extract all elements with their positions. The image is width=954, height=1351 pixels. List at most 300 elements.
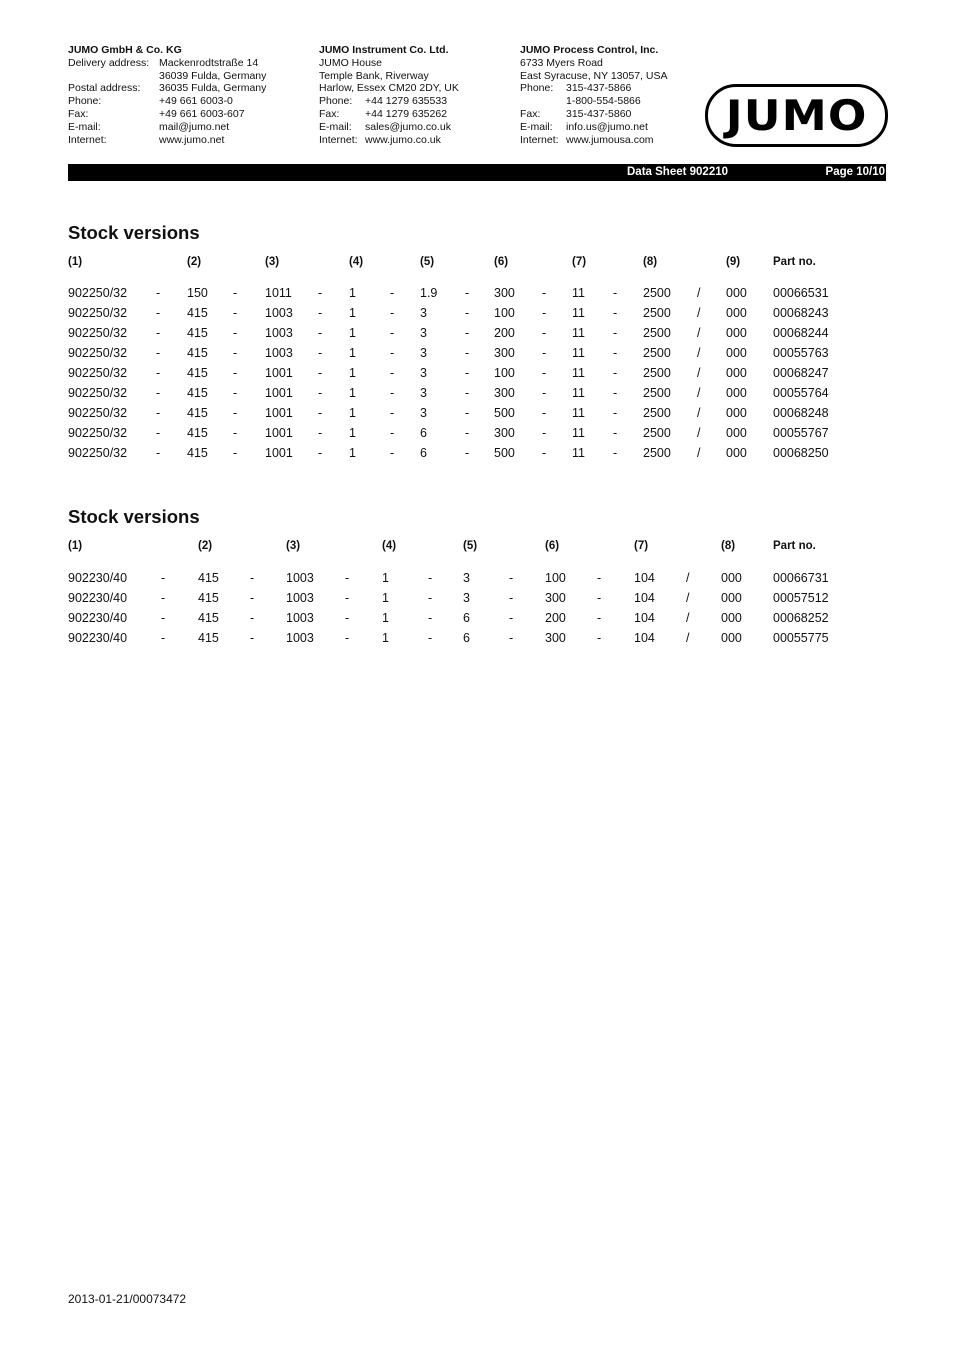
separator: - — [250, 571, 255, 585]
separator: / — [697, 426, 701, 440]
address-value: www.jumo.net — [159, 133, 225, 146]
separator: - — [509, 611, 514, 625]
table-cell: 1001 — [265, 406, 293, 420]
address-line — [520, 82, 658, 95]
address-label: Phone: — [319, 95, 353, 108]
table-cell: 1.9 — [420, 286, 438, 300]
address-line — [68, 133, 225, 147]
address-label: E-mail: — [319, 120, 352, 133]
address-value: www.jumo.co.uk — [365, 133, 441, 146]
separator: - — [613, 286, 618, 300]
table-cell: 000 — [726, 346, 747, 360]
separator: - — [318, 286, 323, 300]
table-cell: 1 — [349, 286, 356, 300]
separator: - — [613, 306, 618, 320]
table-cell: 104 — [634, 591, 655, 605]
part-number-cell: 00068252 — [773, 611, 829, 625]
table-cell: 415 — [187, 406, 208, 420]
table-cell: 902250/32 — [68, 426, 128, 440]
separator: - — [233, 286, 238, 300]
table-cell: 300 — [494, 286, 515, 300]
header-bar — [68, 164, 886, 181]
document-footer: 2013-01-21/00073472 — [68, 1292, 187, 1306]
part-number-cell: 00055767 — [773, 426, 829, 440]
column-header: (5) — [463, 540, 478, 552]
separator: - — [233, 406, 238, 420]
column-header: (2) — [187, 256, 202, 268]
address-value: sales@jumo.co.uk — [365, 120, 451, 133]
table-cell: 415 — [198, 631, 219, 645]
separator: - — [233, 386, 238, 400]
address-label: Phone: — [520, 82, 554, 95]
separator: - — [613, 426, 618, 440]
table-cell: 1001 — [265, 386, 293, 400]
table-cell: 1003 — [286, 611, 314, 625]
part-number-cell: 00066731 — [773, 571, 829, 585]
address-block-usa — [520, 44, 668, 146]
table-cell: 415 — [187, 346, 208, 360]
address-line — [68, 82, 267, 95]
column-header: (2) — [198, 540, 213, 552]
table-cell: 415 — [187, 366, 208, 380]
table-cell: 1 — [382, 631, 389, 645]
table-cell: 902230/40 — [68, 591, 128, 605]
separator: / — [686, 611, 690, 625]
table-cell: 1003 — [265, 306, 293, 320]
separator: - — [428, 611, 433, 625]
table-cell: 2500 — [643, 426, 671, 440]
table-cell: 000 — [726, 426, 747, 440]
table-cell: 6 — [463, 631, 470, 645]
address-line — [520, 108, 658, 121]
column-header: Part no. — [773, 540, 816, 552]
address-value: +44 1279 635533 — [365, 95, 448, 108]
separator: - — [318, 326, 323, 340]
address-line — [520, 57, 658, 70]
address-label: Temple Bank, Riverway — [319, 69, 429, 82]
address-label: Phone: — [68, 95, 102, 108]
column-header: (6) — [545, 540, 560, 552]
table-cell: 415 — [198, 611, 219, 625]
table-cell: 1 — [349, 346, 356, 360]
address-line — [319, 108, 449, 121]
separator: - — [465, 366, 470, 380]
part-number-cell: 00068250 — [773, 446, 829, 460]
table-cell: 000 — [721, 571, 742, 585]
separator: - — [597, 591, 602, 605]
address-value: +49 661 6003-607 — [159, 107, 245, 120]
separator: - — [597, 571, 602, 585]
table-cell: 1001 — [265, 446, 293, 460]
separator: - — [156, 406, 161, 420]
address-block-uk — [319, 44, 459, 146]
table-cell: 11 — [572, 286, 585, 300]
separator: - — [542, 306, 547, 320]
table-cell: 415 — [198, 571, 219, 585]
address-line — [319, 57, 449, 70]
address-value: 36035 Fulda, Germany — [159, 82, 267, 95]
table-cell: 3 — [420, 386, 427, 400]
table-cell: 6 — [420, 446, 427, 460]
company-name: JUMO Process Control, Inc. — [520, 44, 659, 56]
address-line — [520, 69, 668, 83]
separator: - — [428, 571, 433, 585]
separator: - — [465, 306, 470, 320]
separator: - — [613, 386, 618, 400]
table-cell: 500 — [494, 446, 515, 460]
table-cell: 902250/32 — [68, 386, 128, 400]
table-cell: 11 — [572, 366, 585, 380]
table-cell: 902250/32 — [68, 326, 128, 340]
address-line — [319, 121, 449, 134]
table-cell: 2500 — [643, 406, 671, 420]
address-line — [68, 69, 267, 83]
table-cell: 415 — [187, 326, 208, 340]
address-value: info.us@jumo.net — [566, 120, 648, 133]
address-label: Harlow, Essex CM20 2DY, UK — [319, 82, 459, 95]
table-cell: 1001 — [265, 426, 293, 440]
separator: / — [697, 306, 701, 320]
table-cell: 000 — [721, 631, 742, 645]
table-cell: 1 — [382, 571, 389, 585]
part-number-cell: 00068247 — [773, 366, 829, 380]
address-value: +49 661 6003-0 — [159, 95, 233, 108]
table-cell: 1003 — [286, 591, 314, 605]
separator: - — [250, 591, 255, 605]
separator: - — [390, 306, 395, 320]
table-cell: 902230/40 — [68, 631, 128, 645]
table-cell: 1003 — [265, 346, 293, 360]
table-cell: 415 — [187, 426, 208, 440]
separator: / — [686, 591, 690, 605]
separator: / — [697, 386, 701, 400]
logo-text: JUMO — [725, 90, 868, 140]
separator: / — [697, 406, 701, 420]
separator: - — [597, 611, 602, 625]
table-cell: 000 — [726, 306, 747, 320]
table-cell: 6 — [420, 426, 427, 440]
table-cell: 104 — [634, 631, 655, 645]
address-label: Fax: — [520, 107, 541, 120]
table-cell: 150 — [187, 286, 208, 300]
table-cell: 000 — [726, 406, 747, 420]
table-cell: 300 — [494, 426, 515, 440]
separator: - — [156, 426, 161, 440]
part-number-cell: 00055764 — [773, 386, 829, 400]
separator: - — [233, 306, 238, 320]
address-value: Mackenrodtstraße 14 — [159, 56, 259, 69]
separator: - — [156, 346, 161, 360]
address-value: +44 1279 635262 — [365, 107, 448, 120]
separator: - — [465, 286, 470, 300]
separator: / — [686, 571, 690, 585]
part-number-cell: 00066531 — [773, 286, 829, 300]
separator: - — [465, 426, 470, 440]
separator: - — [465, 406, 470, 420]
table-cell: 1003 — [286, 631, 314, 645]
separator: - — [613, 326, 618, 340]
table-cell: 902250/32 — [68, 306, 128, 320]
separator: - — [161, 611, 166, 625]
separator: / — [686, 631, 690, 645]
table-cell: 11 — [572, 426, 585, 440]
table-cell: 100 — [494, 366, 515, 380]
table-cell: 1003 — [286, 571, 314, 585]
table-cell: 11 — [572, 386, 585, 400]
table-cell: 1 — [349, 326, 356, 340]
table-cell: 300 — [494, 346, 515, 360]
table-cell: 1001 — [265, 366, 293, 380]
table-cell: 11 — [572, 406, 585, 420]
table-cell: 11 — [572, 446, 585, 460]
address-label: Internet: — [520, 133, 559, 146]
address-line — [68, 95, 233, 108]
separator: - — [233, 446, 238, 460]
company-name: JUMO GmbH & Co. KG — [68, 44, 182, 56]
separator: - — [318, 386, 323, 400]
separator: - — [390, 426, 395, 440]
table-cell: 1 — [349, 386, 356, 400]
separator: - — [542, 326, 547, 340]
table-cell: 1003 — [265, 326, 293, 340]
separator: - — [345, 611, 350, 625]
separator: - — [597, 631, 602, 645]
address-label: Internet: — [319, 133, 358, 146]
table-cell: 415 — [187, 306, 208, 320]
separator: - — [542, 446, 547, 460]
address-label: 6733 Myers Road — [520, 56, 603, 69]
separator: - — [428, 591, 433, 605]
separator: - — [613, 406, 618, 420]
separator: - — [509, 571, 514, 585]
separator: - — [345, 631, 350, 645]
address-label: Postal address: — [68, 82, 141, 95]
table-cell: 902230/40 — [68, 611, 128, 625]
separator: - — [509, 591, 514, 605]
column-header: (3) — [286, 540, 301, 552]
part-number-cell: 00068248 — [773, 406, 829, 420]
column-header: (1) — [68, 540, 83, 552]
separator: - — [156, 286, 161, 300]
separator: - — [465, 386, 470, 400]
table-cell: 902250/32 — [68, 346, 128, 360]
page-number: Page 10/10 — [825, 166, 885, 178]
address-label: E-mail: — [68, 120, 101, 133]
column-header: (4) — [349, 256, 364, 268]
column-header: (3) — [265, 256, 280, 268]
separator: - — [390, 366, 395, 380]
table-cell: 1 — [349, 406, 356, 420]
address-label: Fax: — [68, 107, 89, 120]
table-cell: 6 — [463, 611, 470, 625]
separator: - — [542, 426, 547, 440]
column-header: (5) — [420, 256, 435, 268]
table-cell: 200 — [545, 611, 566, 625]
separator: / — [697, 286, 701, 300]
column-header: (6) — [494, 256, 509, 268]
section-title: Stock versions — [68, 506, 200, 527]
separator: - — [156, 446, 161, 460]
separator: - — [156, 366, 161, 380]
table-cell: 500 — [494, 406, 515, 420]
table-cell: 902250/32 — [68, 366, 128, 380]
separator: - — [390, 446, 395, 460]
address-value: 36039 Fulda, Germany — [159, 69, 267, 82]
table-cell: 2500 — [643, 366, 671, 380]
table-cell: 300 — [494, 386, 515, 400]
table-cell: 11 — [572, 346, 585, 360]
table-cell: 3 — [420, 346, 427, 360]
separator: - — [233, 346, 238, 360]
address-value: 1-800-554-5866 — [566, 95, 641, 108]
address-line — [319, 70, 449, 83]
separator: - — [465, 346, 470, 360]
table-cell: 000 — [726, 326, 747, 340]
address-label: Fax: — [319, 107, 340, 120]
address-block-germany — [68, 44, 267, 146]
column-header: (7) — [572, 256, 587, 268]
separator: - — [233, 366, 238, 380]
table-cell: 3 — [420, 406, 427, 420]
table-cell: 104 — [634, 611, 655, 625]
separator: - — [318, 306, 323, 320]
separator: - — [542, 406, 547, 420]
separator: - — [156, 386, 161, 400]
address-label: Internet: — [68, 133, 107, 146]
separator: - — [613, 366, 618, 380]
separator: - — [542, 346, 547, 360]
table-cell: 200 — [494, 326, 515, 340]
address-value: www.jumousa.com — [566, 133, 654, 146]
table-cell: 100 — [545, 571, 566, 585]
table-cell: 000 — [726, 446, 747, 460]
separator: / — [697, 366, 701, 380]
address-line — [319, 134, 449, 147]
separator: - — [509, 631, 514, 645]
table-cell: 2500 — [643, 446, 671, 460]
separator: - — [161, 591, 166, 605]
separator: - — [250, 611, 255, 625]
datasheet-label: Data Sheet 902210 — [627, 166, 729, 178]
address-value: 315-437-5860 — [566, 107, 632, 120]
separator: - — [465, 326, 470, 340]
address-line — [319, 95, 449, 108]
table-cell: 000 — [726, 286, 747, 300]
column-header: (7) — [634, 540, 649, 552]
part-number-cell: 00057512 — [773, 591, 829, 605]
table-cell: 2500 — [643, 386, 671, 400]
separator: - — [542, 366, 547, 380]
separator: - — [233, 426, 238, 440]
column-header: Part no. — [773, 256, 816, 268]
table-cell: 3 — [463, 591, 470, 605]
address-line — [319, 82, 459, 95]
address-line — [68, 120, 230, 134]
separator: - — [250, 631, 255, 645]
table-cell: 000 — [726, 366, 747, 380]
separator: - — [390, 326, 395, 340]
table-cell: 902250/32 — [68, 446, 128, 460]
separator: - — [318, 366, 323, 380]
address-line — [520, 95, 658, 108]
part-number-cell: 00068244 — [773, 326, 829, 340]
table-cell: 3 — [463, 571, 470, 585]
address-value: mail@jumo.net — [159, 120, 230, 133]
address-value: 315-437-5866 — [566, 82, 632, 95]
separator: - — [318, 446, 323, 460]
separator: - — [428, 631, 433, 645]
column-header: (4) — [382, 540, 397, 552]
address-line — [68, 56, 259, 70]
separator: - — [613, 346, 618, 360]
table-cell: 1 — [349, 366, 356, 380]
address-line — [520, 134, 658, 147]
part-number-cell: 00055763 — [773, 346, 829, 360]
separator: - — [542, 386, 547, 400]
table-cell: 902230/40 — [68, 571, 128, 585]
table-cell: 902250/32 — [68, 406, 128, 420]
address-label: East Syracuse, NY 13057, USA — [520, 69, 668, 82]
address-label: Delivery address: — [68, 56, 150, 69]
table-cell: 1 — [349, 426, 356, 440]
table-cell: 000 — [721, 591, 742, 605]
table-cell: 104 — [634, 571, 655, 585]
table-cell: 2500 — [643, 326, 671, 340]
table-cell: 11 — [572, 306, 585, 320]
separator: / — [697, 326, 701, 340]
table-cell: 1 — [349, 446, 356, 460]
table-cell: 3 — [420, 366, 427, 380]
separator: - — [233, 326, 238, 340]
separator: - — [318, 426, 323, 440]
separator: - — [465, 446, 470, 460]
table-cell: 2500 — [643, 346, 671, 360]
separator: / — [697, 346, 701, 360]
separator: - — [156, 306, 161, 320]
table-cell: 100 — [494, 306, 515, 320]
section-title: Stock versions — [68, 222, 200, 243]
separator: - — [613, 446, 618, 460]
table-cell: 1 — [349, 306, 356, 320]
jumo-logo — [705, 84, 888, 147]
separator: - — [390, 406, 395, 420]
separator: - — [390, 346, 395, 360]
company-name: JUMO Instrument Co. Ltd. — [319, 44, 449, 56]
column-header: (8) — [643, 256, 658, 268]
address-line — [520, 121, 658, 134]
table-cell: 3 — [420, 306, 427, 320]
table-cell: 11 — [572, 326, 585, 340]
table-cell: 000 — [721, 611, 742, 625]
separator: / — [697, 446, 701, 460]
table-cell: 300 — [545, 631, 566, 645]
separator: - — [390, 286, 395, 300]
separator: - — [318, 346, 323, 360]
address-label: E-mail: — [520, 120, 553, 133]
table-cell: 2500 — [643, 306, 671, 320]
address-line — [68, 107, 245, 121]
table-cell: 415 — [187, 386, 208, 400]
table-cell: 3 — [420, 326, 427, 340]
table-cell: 300 — [545, 591, 566, 605]
part-number-cell: 00068243 — [773, 306, 829, 320]
column-header: (8) — [721, 540, 736, 552]
table-cell: 902250/32 — [68, 286, 128, 300]
column-header: (9) — [726, 256, 741, 268]
separator: - — [156, 326, 161, 340]
part-number-cell: 00055775 — [773, 631, 829, 645]
table-cell: 2500 — [643, 286, 671, 300]
